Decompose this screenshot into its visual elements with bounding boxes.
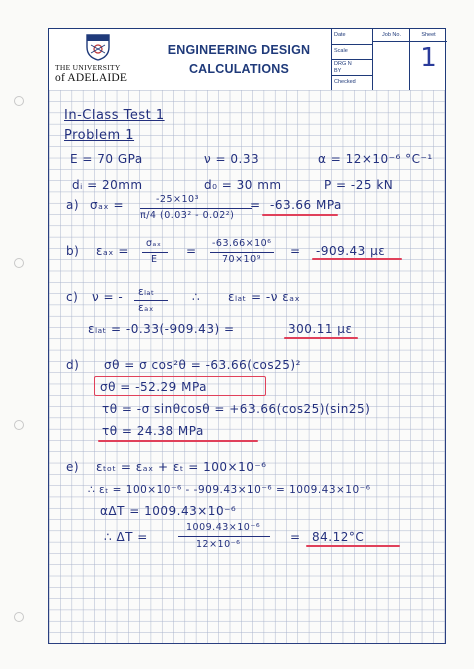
result-highlight [262,214,338,216]
part-b-frac-num: σₐₓ [146,238,162,249]
given-P: P = -25 kN [324,178,394,192]
fraction-bar [210,252,274,253]
heading-problem: Problem 1 [64,128,135,143]
form-title [149,41,329,79]
scale-field-label: Scale [332,45,372,61]
result-highlight [98,440,258,442]
fraction-bar [140,208,252,209]
part-e-denominator: 12×10⁻⁶ [196,539,241,550]
fraction-bar [134,300,168,301]
binder-hole [14,258,24,268]
part-c-substitution: εₗₐₜ = -0.33(-909.43) = [88,322,235,336]
part-d-normal-stress: σθ = σ cos²θ = -63.66(cos25)² [104,358,301,372]
job-no-label: Job No. [373,29,410,42]
sheet-number: 1 [420,43,437,73]
part-b-frac-den: E [151,254,158,265]
part-c-label: c) [66,290,79,304]
university-name-line1: THE UNIVERSITY [55,63,121,72]
part-a-equals: = [250,198,261,212]
crest-icon [85,33,111,61]
part-c-relation: εₗₐₜ = -ν εₐₓ [228,290,301,304]
given-di: dᵢ = 20mm [72,178,143,192]
sheet-label: Sheet [410,29,447,42]
checked-field-label: Checked [332,76,372,92]
part-e-equals: = [290,530,301,544]
university-logo [55,33,145,87]
part-b-equals2: = [290,244,301,258]
part-b-equals1: = [186,244,197,258]
heading-test: In-Class Test 1 [64,108,165,123]
part-a-denominator: π/4 (0.03² - 0.02²) [140,210,235,221]
part-b-lhs: εₐₓ = [96,244,129,258]
part-b-label: b) [66,244,80,258]
part-a-label: a) [66,198,80,212]
part-b-result: -909.43 με [316,244,386,258]
fraction-bar [178,536,270,537]
university-name-line2: of ADELAIDE [55,72,128,84]
part-a-lhs: σₐₓ = [90,198,124,212]
result-highlight [306,545,400,547]
part-e-dT-lhs: ∴ ΔT = [104,530,148,544]
part-e-alpha-dT: αΔT = 1009.43×10⁻⁶ [100,504,237,518]
part-e-label: e) [66,460,80,474]
result-box-highlight [94,376,266,396]
meta-table [331,29,446,91]
given-nu: ν = 0.33 [204,152,260,166]
given-do: d₀ = 30 mm [204,178,282,192]
title-block [48,28,446,92]
part-c-nu: ν = - [92,290,124,304]
result-highlight [312,258,402,260]
part-a-result: -63.66 MPa [270,198,342,212]
date-field-label: Date [332,29,372,45]
given-E: E = 70 GPa [70,152,143,166]
part-d-shear-stress: τθ = -σ sinθcosθ = +63.66(cos25)(sin25) [102,402,371,416]
given-alpha: α = 12×10⁻⁶ °C⁻¹ [318,152,433,166]
part-c-result: 300.11 με [288,322,353,336]
title-line2: CALCULATIONS [188,62,290,76]
job-no-column [372,29,410,91]
part-e-result: 84.12°C [312,530,365,544]
part-e-numerator: 1009.43×10⁻⁶ [186,522,261,533]
part-d-shear-result: τθ = 24.38 MPa [102,424,204,438]
part-c-therefore: ∴ [192,290,201,304]
drg-by-field-label [332,60,372,76]
drgn-label: DRG N [334,61,352,67]
sheet-column [409,29,447,91]
binder-hole [14,420,24,430]
part-e-thermal-strain: ∴ εₜ = 100×10⁻⁶ - -909.43×10⁻⁶ = 1009.43×10⁻⁶ [88,484,371,496]
part-e-total-strain: εₜₒₜ = εₐₓ + εₜ = 100×10⁻⁶ [96,460,267,474]
part-b-denominator: 70×10⁹ [222,254,261,265]
part-c-numerator: εₗₐₜ [138,286,155,298]
title-line1: ENGINEERING DESIGN [167,43,311,57]
by-label: BY [334,67,342,74]
part-b-numerator: -63.66×10⁶ [212,238,272,249]
part-c-denominator: εₐₓ [138,302,154,314]
fraction-bar [142,252,168,253]
part-d-label: d) [66,358,80,372]
part-d-normal-result: σθ = -52.29 MPa [100,380,208,394]
binder-hole [14,96,24,106]
part-a-numerator: -25×10³ [156,194,199,205]
binder-hole [14,612,24,622]
result-highlight [284,337,358,339]
